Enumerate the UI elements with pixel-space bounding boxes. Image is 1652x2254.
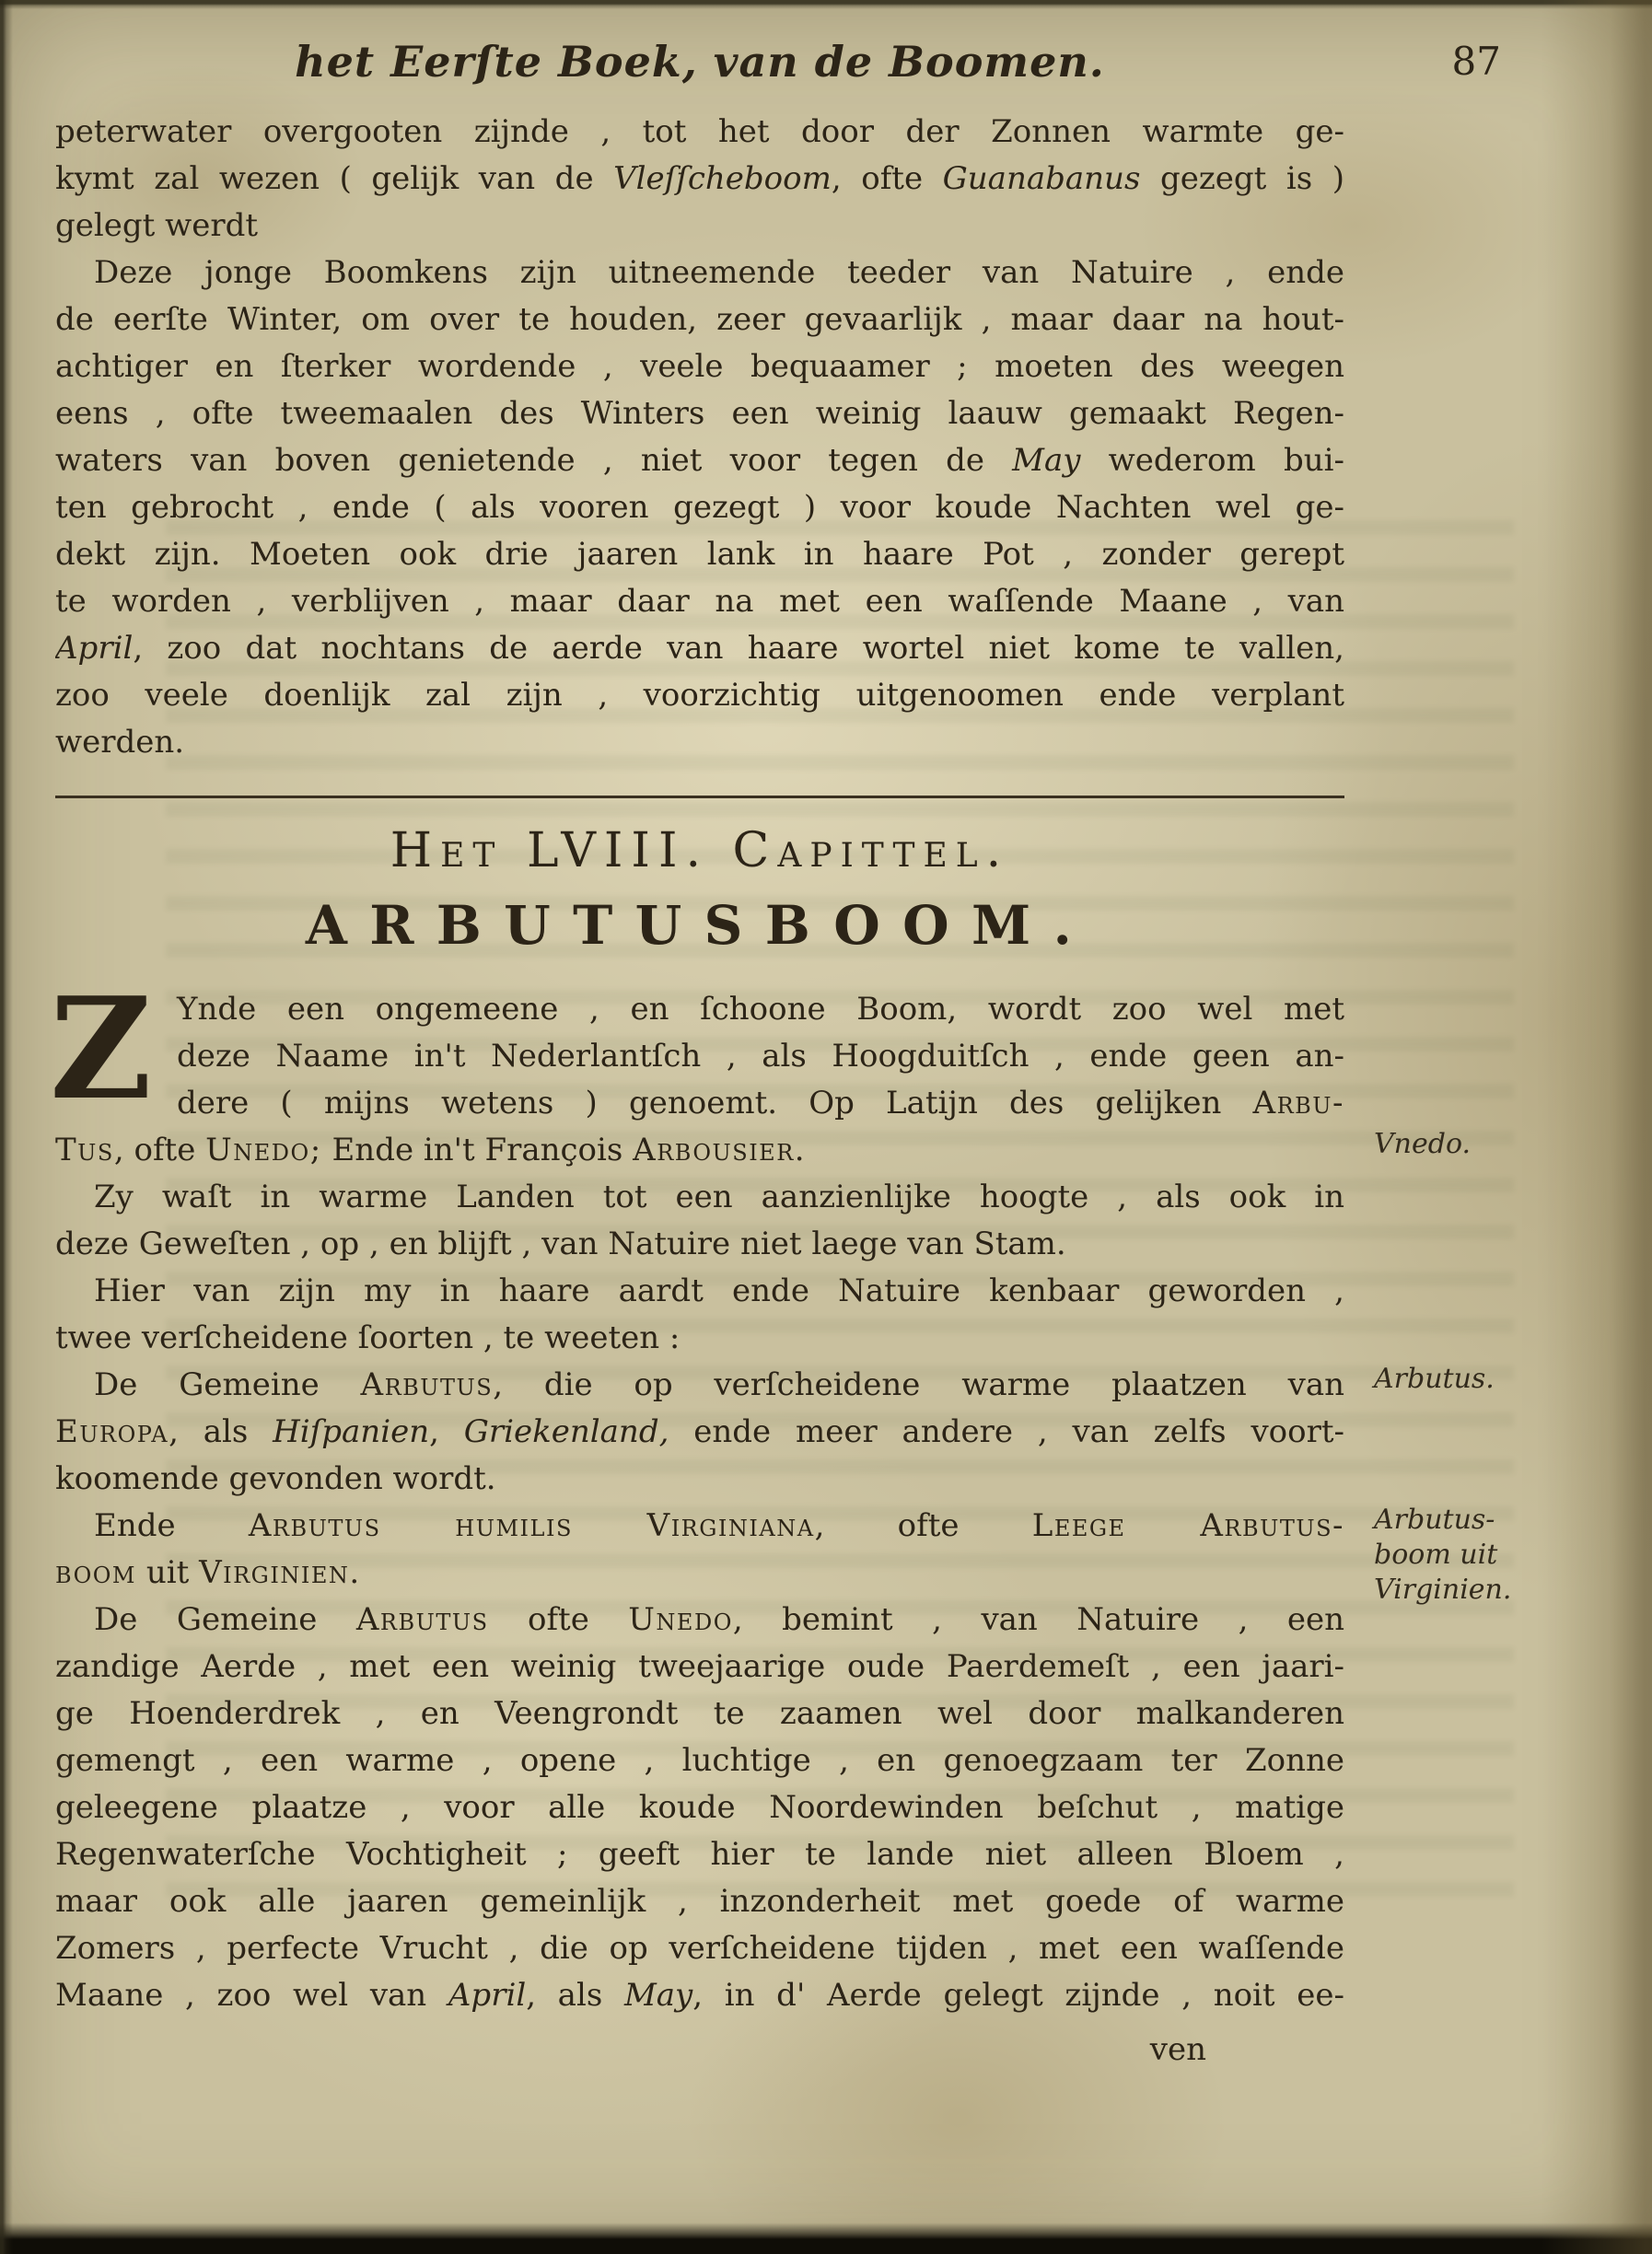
text-line: geleegene plaatze , voor alle koude Noordewinden beſchut , matige: [55, 1789, 1344, 1826]
text-line: twee verſcheidene ſoorten , te weeten :: [55, 1319, 681, 1356]
margin-note-line: Arbutus.: [1374, 1363, 1495, 1395]
text-line: zoo veele doenlijk zal zijn , voorzichtig uitgenoomen ende verplant: [55, 677, 1344, 714]
paragraph: [55, 1174, 1344, 1268]
paragraph: [55, 1268, 1344, 1362]
drop-cap: Z: [50, 966, 152, 1131]
text-column: [50, 109, 1512, 2074]
section-rule: [55, 796, 1344, 798]
text-line: deze Naame in't Nederlantſch , als Hoogduitſch , ende geen an-: [177, 1038, 1344, 1075]
margin-note-line: Vnedo.: [1374, 1128, 1472, 1160]
text-line: dere ( mijns wetens ) genoemt. Op Latijn des gelijken Arbu-: [177, 1085, 1344, 1121]
chapter-heading: Het LVIII. Capittel.: [390, 823, 1010, 878]
text-line: gelegt werdt: [55, 207, 259, 244]
text-line: ge Hoenderdrek , en Veengrondt te zaamen wel door malkanderen: [55, 1695, 1344, 1732]
page-number: 87: [1451, 39, 1501, 84]
paragraph: [50, 966, 1472, 1174]
text-line: de eerſte Winter, om over te houden, zeer gevaarlijk , maar daar na hout-: [55, 301, 1344, 338]
scan-edge-left: [0, 0, 13, 2254]
text-line: April, zoo dat nochtans de aerde van haare wortel niet kome te vallen,: [55, 630, 1344, 667]
text-line: Hier van zijn my in haare aardt ende Natuire kenbaar geworden ,: [94, 1272, 1344, 1309]
text-line: De Gemeine Arbutus, die op verſcheidene warme plaatzen van: [94, 1366, 1344, 1403]
text-line: De Gemeine Arbutus ofte Unedo, bemint , van Natuire , een: [94, 1601, 1344, 1638]
text-line: Zomers , perfecte Vrucht , die op verſcheidene tijden , met een waſſende: [55, 1930, 1344, 1967]
text-line: kymt zal wezen ( gelijk van de Vleſſcheboom, ofte Guanabanus gezegt is ): [55, 160, 1344, 197]
catchword: ven: [1149, 2031, 1206, 2068]
running-header: het Eerſte Boek, van de Boomen.: [295, 37, 1105, 87]
text-line: Regenwaterſche Vochtigheit ; geeft hier te lande niet alleen Bloem ,: [55, 1836, 1344, 1873]
paragraph: [55, 1503, 1512, 1606]
margin-note-line: boom uit: [1374, 1539, 1498, 1571]
text-line: Ende Arbutus humilis Virginiana, ofte Leege Arbutus-: [94, 1507, 1344, 1544]
paragraph: [55, 250, 1344, 766]
margin-note-line: Virginien.: [1374, 1574, 1512, 1606]
text-line: gemengt , een warme , opene , luchtige , en genoegzaam ter Zonne: [55, 1742, 1344, 1779]
text-line: ten gebrocht , ende ( als vooren gezegt ) voor koude Nachten wel ge-: [55, 489, 1344, 526]
scan-edge-top: [0, 0, 1652, 9]
text-line: koomende gevonden wordt.: [55, 1460, 496, 1497]
paragraph: [55, 1597, 1344, 2019]
paragraph: [55, 109, 1344, 250]
paragraph: [55, 1362, 1495, 1503]
text-line: Deze jonge Boomkens zijn uitneemende teeder van Natuire , ende: [94, 254, 1344, 291]
text-line: Ynde een ongemeene , en ſchoone Boom, wordt zoo wel met: [177, 991, 1344, 1028]
text-line: maar ook alle jaaren gemeinlijk , inzonderheit met goede of warme: [55, 1883, 1344, 1920]
text-line: achtiger en ſterker wordende , veele bequaamer ; moeten des weegen: [55, 348, 1344, 385]
scan-edge-bottom: [0, 2223, 1652, 2254]
text-line: peterwater overgooten zijnde , tot het door der Zonnen warmte ge-: [55, 113, 1344, 150]
text-line: Zy waſt in warme Landen tot een aanzienlijke hoogte , als ook in: [94, 1179, 1344, 1215]
text-line: waters van boven genietende , niet voor tegen de May wederom bui-: [55, 442, 1344, 479]
catchword-row: [55, 2027, 1344, 2074]
text-line: deze Geweſten , op , en blijft , van Natuire niet laege van Stam.: [55, 1226, 1066, 1262]
margin-note-line: Arbutus-: [1374, 1504, 1495, 1536]
page-header: [55, 37, 1501, 96]
scan-edge-right: [1541, 0, 1652, 2254]
text-line: dekt zijn. Moeten ook drie jaaren lank in haare Pot , zonder gerept: [55, 536, 1344, 573]
text-line: boom uit Virginien.: [55, 1554, 360, 1591]
chapter-title: ARBUTUSBOOM.: [305, 894, 1095, 957]
text-line: werden.: [55, 724, 185, 761]
text-line: Europa, als Hiſpanien, Griekenland, ende meer andere , van zelfs voort-: [55, 1413, 1344, 1450]
text-line: te worden , verblijven , maar daar na met een waſſende Maane , van: [55, 583, 1344, 620]
text-line: Tus, ofte Unedo; Ende in't François Arbousier.: [55, 1132, 805, 1168]
text-line: eens , ofte tweemaalen des Winters een weinig laauw gemaakt Regen-: [55, 395, 1344, 432]
text-line: Maane , zoo wel van April, als May, in d' Aerde gelegt zijnde , noit ee-: [55, 1977, 1344, 2014]
text-line: zandige Aerde , met een weinig tweejaarige oude Paerdemeſt , een jaari-: [55, 1648, 1344, 1685]
